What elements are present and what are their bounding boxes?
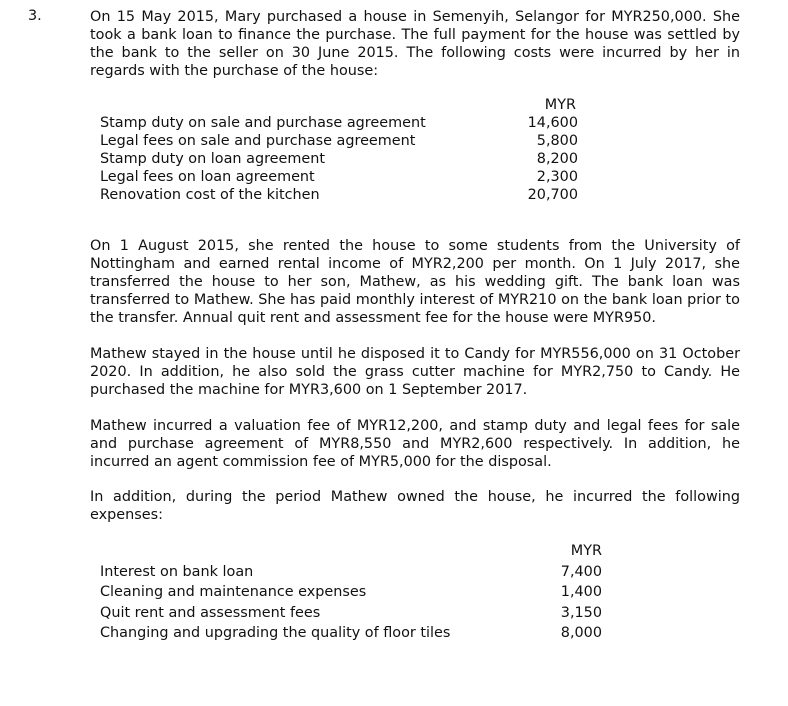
purchase-costs-header (100, 96, 578, 114)
expense-amount: 8,000 (560, 625, 602, 641)
cost-amount: 5,800 (536, 133, 578, 149)
cost-label: Stamp duty on sale and purchase agreement (100, 115, 426, 131)
expense-label: Changing and upgrading the quality of floor tiles (100, 625, 451, 641)
ownership-expenses-table (100, 541, 602, 644)
expenses-intro-paragraph: In addition, during the period Mathew owned the house, he incurred the following expenses: (90, 489, 740, 523)
currency-header: MYR (544, 97, 576, 113)
fees-paragraph: Mathew incurred a valuation fee of MYR12,200, and stamp duty and legal fees for sale and purchase agreement of MYR8,550 and MYR2,600 respectively. In addition, he incurred an agent commission fee of MYR5,000 for the disposal. (90, 418, 740, 470)
expense-amount: 7,400 (560, 563, 602, 580)
cost-amount: 2,300 (536, 169, 578, 185)
table-row (100, 623, 602, 644)
question-number: 3. (28, 8, 42, 24)
table-row (100, 168, 578, 186)
cost-label: Stamp duty on loan agreement (100, 151, 326, 167)
expense-label: Quit rent and assessment fees (100, 604, 321, 621)
expense-amount: 1,400 (560, 584, 602, 600)
cost-label: Legal fees on loan agreement (100, 169, 315, 185)
cost-label: Legal fees on sale and purchase agreement (100, 133, 416, 149)
currency-header: MYR (570, 543, 602, 559)
expense-label: Interest on bank loan (100, 563, 254, 580)
cost-amount: 8,200 (536, 151, 578, 167)
disposal-paragraph: Mathew stayed in the house until he disposed it to Candy for MYR556,000 on 31 October 2020. In addition, he also sold the grass cutter machine for MYR2,750 to Candy. He purchased the machine for MYR3,600 on 1 September 2017. (90, 346, 740, 398)
expense-label: Cleaning and maintenance expenses (100, 584, 367, 600)
cost-label: Renovation cost of the kitchen (100, 187, 320, 203)
ownership-expenses-header (100, 541, 602, 562)
rental-paragraph: On 1 August 2015, she rented the house to some students from the University of Nottingham and earned rental income of MYR2,200 per month. On 1 July 2017, she transferred the house to her son, Mathew, as his wedding gift. The bank loan was transferred to Mathew. She has paid monthly interest of MYR210 on the bank loan prior to the transfer. Annual quit rent and assessment fee for the house were MYR950. (90, 238, 740, 326)
expense-amount: 3,150 (560, 604, 602, 621)
cost-amount: 14,600 (527, 115, 578, 131)
purchase-costs-table (100, 96, 578, 204)
table-row (100, 114, 578, 132)
table-row (100, 582, 602, 603)
intro-paragraph: On 15 May 2015, Mary purchased a house in Semenyih, Selangor for MYR250,000. She took a bank loan to finance the purchase. The full payment for the house was settled by the bank to the seller on 30 June 2015. The following costs were incurred by her in regards with the purchase of the house: (90, 9, 740, 79)
table-row (100, 132, 578, 150)
table-row (100, 603, 602, 624)
cost-amount: 20,700 (527, 187, 578, 203)
table-row (100, 562, 602, 583)
table-row (100, 186, 578, 204)
table-row (100, 150, 578, 168)
